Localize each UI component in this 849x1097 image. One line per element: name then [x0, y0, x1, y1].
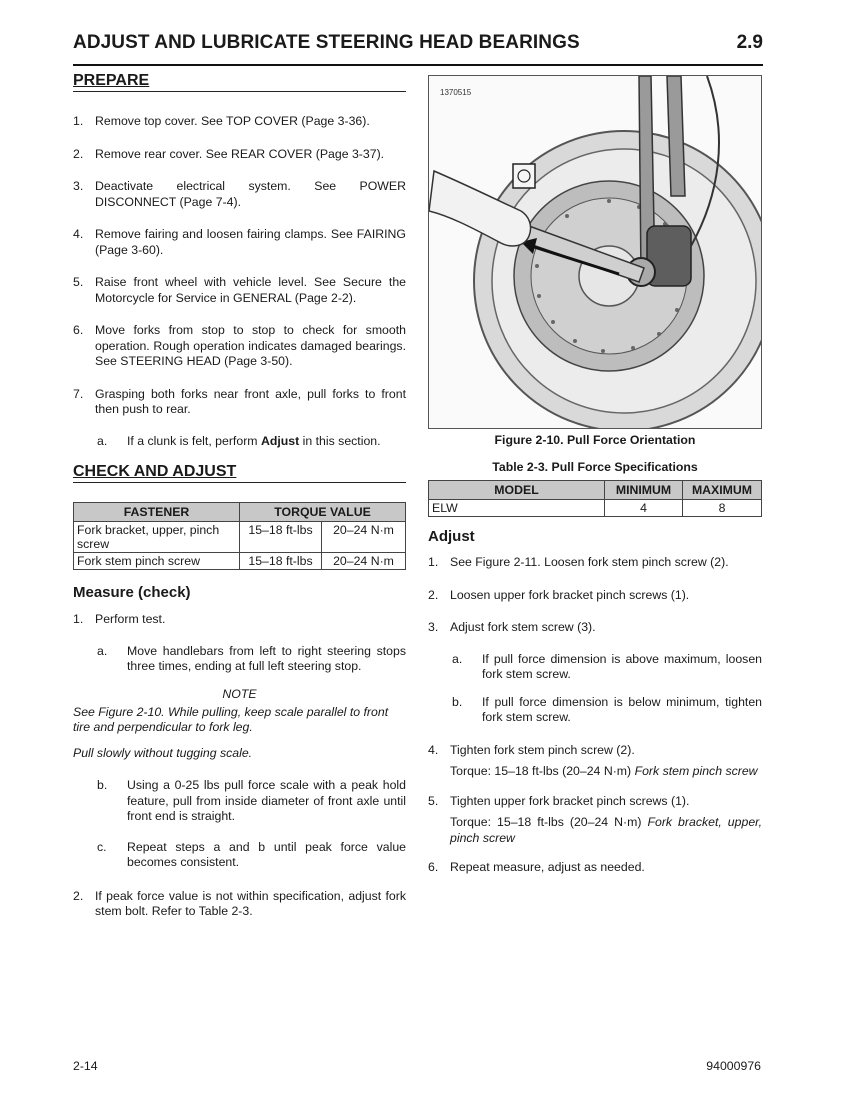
table-header: FASTENER: [74, 503, 240, 522]
list-item: 5. Tighten upper fork bracket pinch screws (1). Torque: 15–18 ft-lbs (20–24 N·m) Fork bracket, upper, pinch screw: [428, 793, 762, 845]
list-item: 4. Tighten fork stem pinch screw (2). Torque: 15–18 ft-lbs (20–24 N·m) Fork stem pinch screw: [428, 743, 762, 780]
check-adjust-heading: CHECK AND ADJUST: [73, 463, 406, 483]
adjust-steps: [428, 555, 762, 636]
list-item: 1. Perform test.: [73, 612, 166, 626]
adjust-sub-b: b. If pull force dimension is below minimum, tighten fork stem screw.: [452, 694, 762, 724]
list-item: 7. Grasping both forks near front axle, pull forks to front then push to rear.: [73, 386, 406, 416]
page-number: 2-14: [73, 1059, 98, 1073]
doc-number: 94000976: [706, 1059, 761, 1073]
table-header: MINIMUM: [605, 481, 683, 500]
torque-spec: Torque: 15–18 ft-lbs (20–24 N·m) Fork stem pinch screw: [450, 764, 758, 778]
list-item: 5. Raise front wheel with vehicle level. See Secure the Motorcycle for Service in GENERAL (Page 2-2).: [73, 275, 406, 305]
note-title: NOTE: [222, 686, 257, 701]
table-header: MODEL: [429, 481, 605, 500]
table-row: Fork stem pinch screw 15–18 ft-lbs 20–24 N·m: [74, 553, 406, 570]
table-row: ELW 4 8: [429, 500, 762, 517]
note-text: Pull slowly without tugging scale.: [73, 745, 253, 760]
table-row: Fork bracket, upper, pinch screw 15–18 ft-lbs 20–24 N·m: [74, 522, 406, 553]
table-caption: Table 2-3. Pull Force Specifications: [492, 460, 698, 474]
wheel-illustration: [429, 76, 762, 429]
prepare-steps: [73, 114, 406, 418]
adjust-heading: Adjust: [428, 528, 475, 545]
list-item: 1. Remove top cover. See TOP COVER (Page 3-36).: [73, 114, 370, 128]
list-item: 4. Remove fairing and loosen fairing clamps. See FAIRING (Page 3-60).: [73, 227, 406, 257]
list-item: 3. Deactivate electrical system. See POWER DISCONNECT (Page 7-4).: [73, 179, 406, 209]
page-header: [73, 28, 763, 66]
page-title: ADJUST AND LUBRICATE STEERING HEAD BEARINGS: [73, 32, 580, 53]
list-item: 1. See Figure 2-11. Loosen fork stem pinch screw (2).: [428, 555, 729, 569]
list-item: 6. Repeat measure, adjust as needed.: [428, 860, 645, 874]
measure-sub-c: c. Repeat steps a and b until peak force value becomes consistent.: [97, 839, 406, 869]
figure-pull-force: [428, 75, 762, 429]
list-item: 2. Remove rear cover. See REAR COVER (Page 3-37).: [73, 146, 385, 161]
table-header: TORQUE VALUE: [240, 503, 406, 522]
list-item: 3. Adjust fork stem screw (3).: [428, 620, 596, 634]
pull-force-table: [428, 480, 762, 517]
list-item: 2. Loosen upper fork bracket pinch screws (1).: [428, 587, 690, 602]
note-text: See Figure 2-10. While pulling, keep scale parallel to front tire and perpendicular to fork leg.: [73, 704, 389, 734]
list-item: 6. Move forks from stop to stop to check for smooth operation. Rough operation indicates damaged bearings. See STEERING HEAD (Page 3-50).: [73, 323, 406, 368]
table-header: MAXIMUM: [683, 481, 762, 500]
prepare-heading: PREPARE: [73, 72, 406, 92]
section-number: 2.9: [736, 32, 763, 53]
figure-id: 1370515: [440, 88, 472, 97]
torque-spec: Torque: 15–18 ft-lbs (20–24 N·m) Fork bracket, upper, pinch screw: [450, 815, 762, 845]
prepare-sub-a: a. If a clunk is felt, perform Adjust in this section.: [97, 433, 381, 448]
list-item: 2. If peak force value is not within specification, adjust fork stem bolt. Refer to Table 2-3.: [73, 888, 406, 918]
right-column: [428, 72, 762, 893]
measure-heading: Measure (check): [73, 584, 191, 601]
adjust-sub-a: a. If pull force dimension is above maximum, loosen fork stem screw.: [452, 651, 762, 681]
left-column: [73, 72, 406, 937]
measure-sub-b: b. Using a 0-25 lbs pull force scale with a peak hold feature, pull from inside diameter of front axle until front end is straight.: [97, 778, 406, 823]
measure-sub-a: a. Move handlebars from left to right steering stops three times, ending at full left steering stop.: [97, 643, 406, 673]
figure-caption: Figure 2-10. Pull Force Orientation: [494, 433, 696, 447]
torque-table: [73, 502, 406, 570]
